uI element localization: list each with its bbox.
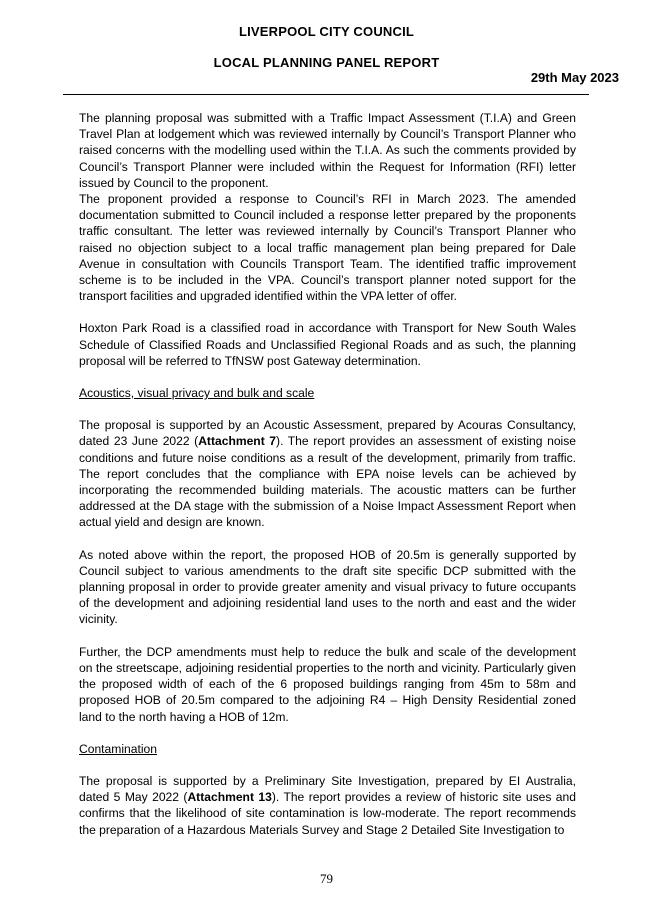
report-date: 29th May 2023: [530, 70, 619, 85]
paragraph-hob: As noted above within the report, the proposed HOB of 20.5m is generally supported by Council subject to various amendments to the draft site specific DCP submitted with the planning proposal in order to provide greater amenity and visual privacy to future occupants of the development and adjoining residential land uses to the north and east and the wider vicinity.: [79, 547, 576, 627]
paragraph-rfi-response: The proponent provided a response to Council’s RFI in March 2023. The amended documentation submitted to Council included a response letter prepared by the proponents traffic consultant. The letter was reviewed internally by Council’s Transport Planner who raised no objection subject to a local traffic management plan being prepared for Dale Avenue in consultation with Councils Transport Team. The identified traffic improvement scheme is to be included in the VPA. Council’s transport planner noted support for the transport facilities and upgraded identified within the VPA letter of offer.: [79, 192, 576, 304]
paragraph-hoxton-park-road: Hoxton Park Road is a classified road in accordance with Transport for New South Wales Schedule of Classified Roads and Unclassified Regional Roads and as such, the planning proposal will be referred to TfNSW post Gateway determination.: [79, 321, 576, 368]
section-heading-acoustics: Acoustics, visual privacy and bulk and scale: [79, 386, 315, 401]
page-number: 79: [320, 871, 333, 886]
report-title: LOCAL PLANNING PANEL REPORT: [213, 55, 440, 70]
council-title: LIVERPOOL CITY COUNCIL: [238, 24, 415, 39]
attachment-7-ref: Attachment 7: [198, 434, 277, 449]
header-divider: [63, 94, 589, 95]
paragraph-traffic-assessment: The planning proposal was submitted with a Traffic Impact Assessment (T.I.A) and Green Travel Plan at lodgement which was reviewed internally by Council’s Transport Planner who raised concerns with the modelling used within the T.I.A. As such the comments provided by Council’s Transport Planner were included within the Request for Information (RFI) letter issued by Council to the proponent.: [79, 111, 576, 190]
report-body: [79, 110, 576, 838]
paragraph-acoustic-assessment: The proposal is supported by an Acoustic Assessment, prepared by Acouras Consultancy, dated 23 June 2022 (Attachment 7). The report provides an assessment of existing noise conditions and future noise conditions as a result of the development, primarily from traffic. The report concludes that the compliance with EPA noise levels can be achieved by incorporating the recommended building materials. The acoustic matters can be further addressed at the DA stage with the submission of a Noise Impact Assessment Report when actual yield and design are known.: [79, 418, 576, 530]
section-heading-contamination: Contamination: [79, 741, 157, 756]
paragraph-site-investigation: The proposal is supported by a Preliminary Site Investigation, prepared by EI Australia, dated 5 May 2022 (Attachment 13). The report provides a review of historic site uses and confirms that the likelihood of site contamination is low-moderate. The report recommends the preparation of a Hazardous Materials Survey and Stage 2 Detailed Site Investigation to: [79, 773, 576, 837]
attachment-13-ref: Attachment 13: [187, 790, 272, 805]
paragraph-bulk-scale: Further, the DCP amendments must help to reduce the bulk and scale of the development on the streetscape, adjoining residential properties to the north and vicinity. Particularly given the proposed width of each of the 6 proposed buildings ranging from 45m to 58m and proposed HOB of 20.5m compared to the adjoining R4 – High Density Residential zoned land to the north having a HOB of 12m.: [79, 644, 576, 724]
